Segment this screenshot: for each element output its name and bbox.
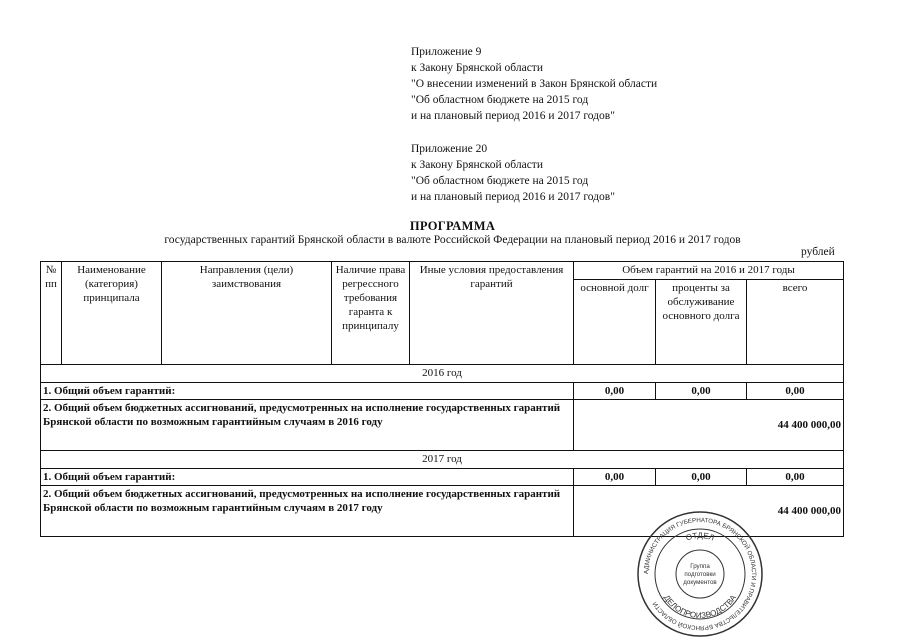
document-title: ПРОГРАММА [409, 219, 496, 233]
cell-interest: 0,00 [656, 469, 747, 486]
official-stamp [636, 510, 764, 638]
stamp-center-line: документов [683, 579, 717, 586]
header-interest: проценты за обслуживание основного долга [656, 280, 747, 365]
row-label: 2. Общий объем бюджетных ассигнований, предусмотренных на исполнение государственных гарантий Брянской области по возможным гарантийным случаям в 2016 году [41, 400, 574, 451]
header-volume: Объем гарантий на 2016 и 2017 годы [574, 262, 844, 280]
header-num: № пп [41, 262, 62, 365]
year-label: 2016 год [41, 365, 844, 383]
document-subtitle: государственных гарантий Брянской области в валюте Российской Федерации на плановый период 2016 и 2017 годов [164, 234, 741, 246]
cell-total: 0,00 [747, 469, 844, 486]
table-row [41, 383, 844, 400]
stamp-dept-top: ОТДЕЛ [684, 530, 716, 543]
guarantee-program-table [40, 261, 844, 537]
annex-line: и на плановый период 2016 и 2017 годов" [411, 110, 615, 122]
annex-line: Приложение 9 [411, 46, 482, 58]
stamp-dept-bottom: ДЕЛОПРОИЗВОДСТВА [662, 593, 738, 621]
annex-20-header [411, 141, 615, 205]
annex-line: к Закону Брянской области [411, 62, 543, 74]
header-principal: основной долг [574, 280, 656, 365]
currency-unit: рублей [801, 246, 835, 258]
cell-principal: 0,00 [574, 383, 656, 400]
header-other: Иные условия предоставления гарантий [410, 262, 574, 365]
cell-total: 44 400 000,00 [574, 486, 844, 537]
year-label: 2017 год [41, 451, 844, 469]
cell-total: 0,00 [747, 383, 844, 400]
annex-9-header [411, 44, 657, 124]
stamp-ring-text: АДМИНИСТРАЦИЯ ГУБЕРНАТОРА БРЯНСКОЙ ОБЛАСТИ И ПРАВИТЕЛЬСТВА БРЯНСКОЙ ОБЛАСТИ [642, 516, 758, 632]
header-total: всего [747, 280, 844, 365]
annex-line: "Об областном бюджете на 2015 год [411, 175, 589, 187]
cell-interest: 0,00 [656, 383, 747, 400]
cell-principal: 0,00 [574, 469, 656, 486]
header-purpose: Направления (цели) заимствования [162, 262, 332, 365]
row-label: 2. Общий объем бюджетных ассигнований, предусмотренных на исполнение государственных гарантий Брянской области по возможным гарантийным случаям в 2017 году [41, 486, 574, 537]
annex-line: "О внесении изменений в Закон Брянской области [411, 78, 658, 90]
row-label: 1. Общий объем гарантий: [41, 383, 574, 400]
annex-line: "Об областном бюджете на 2015 год [411, 94, 589, 106]
header-regress: Наличие права регрессного требования гаранта к принципалу [332, 262, 410, 365]
table-row [41, 400, 844, 451]
row-label: 1. Общий объем гарантий: [41, 469, 574, 486]
annex-line: Приложение 20 [411, 143, 488, 155]
cell-total: 44 400 000,00 [574, 400, 844, 451]
header-name: Наименование (категория) принципала [62, 262, 162, 365]
year-row-2016 [41, 365, 844, 383]
stamp-center-line: подготовки [684, 571, 716, 578]
header-row [41, 262, 844, 280]
stamp-center-line: Группа [690, 563, 710, 570]
year-row-2017 [41, 451, 844, 469]
annex-line: и на плановый период 2016 и 2017 годов" [411, 191, 615, 203]
table-row [41, 469, 844, 486]
annex-line: к Закону Брянской области [411, 159, 543, 171]
